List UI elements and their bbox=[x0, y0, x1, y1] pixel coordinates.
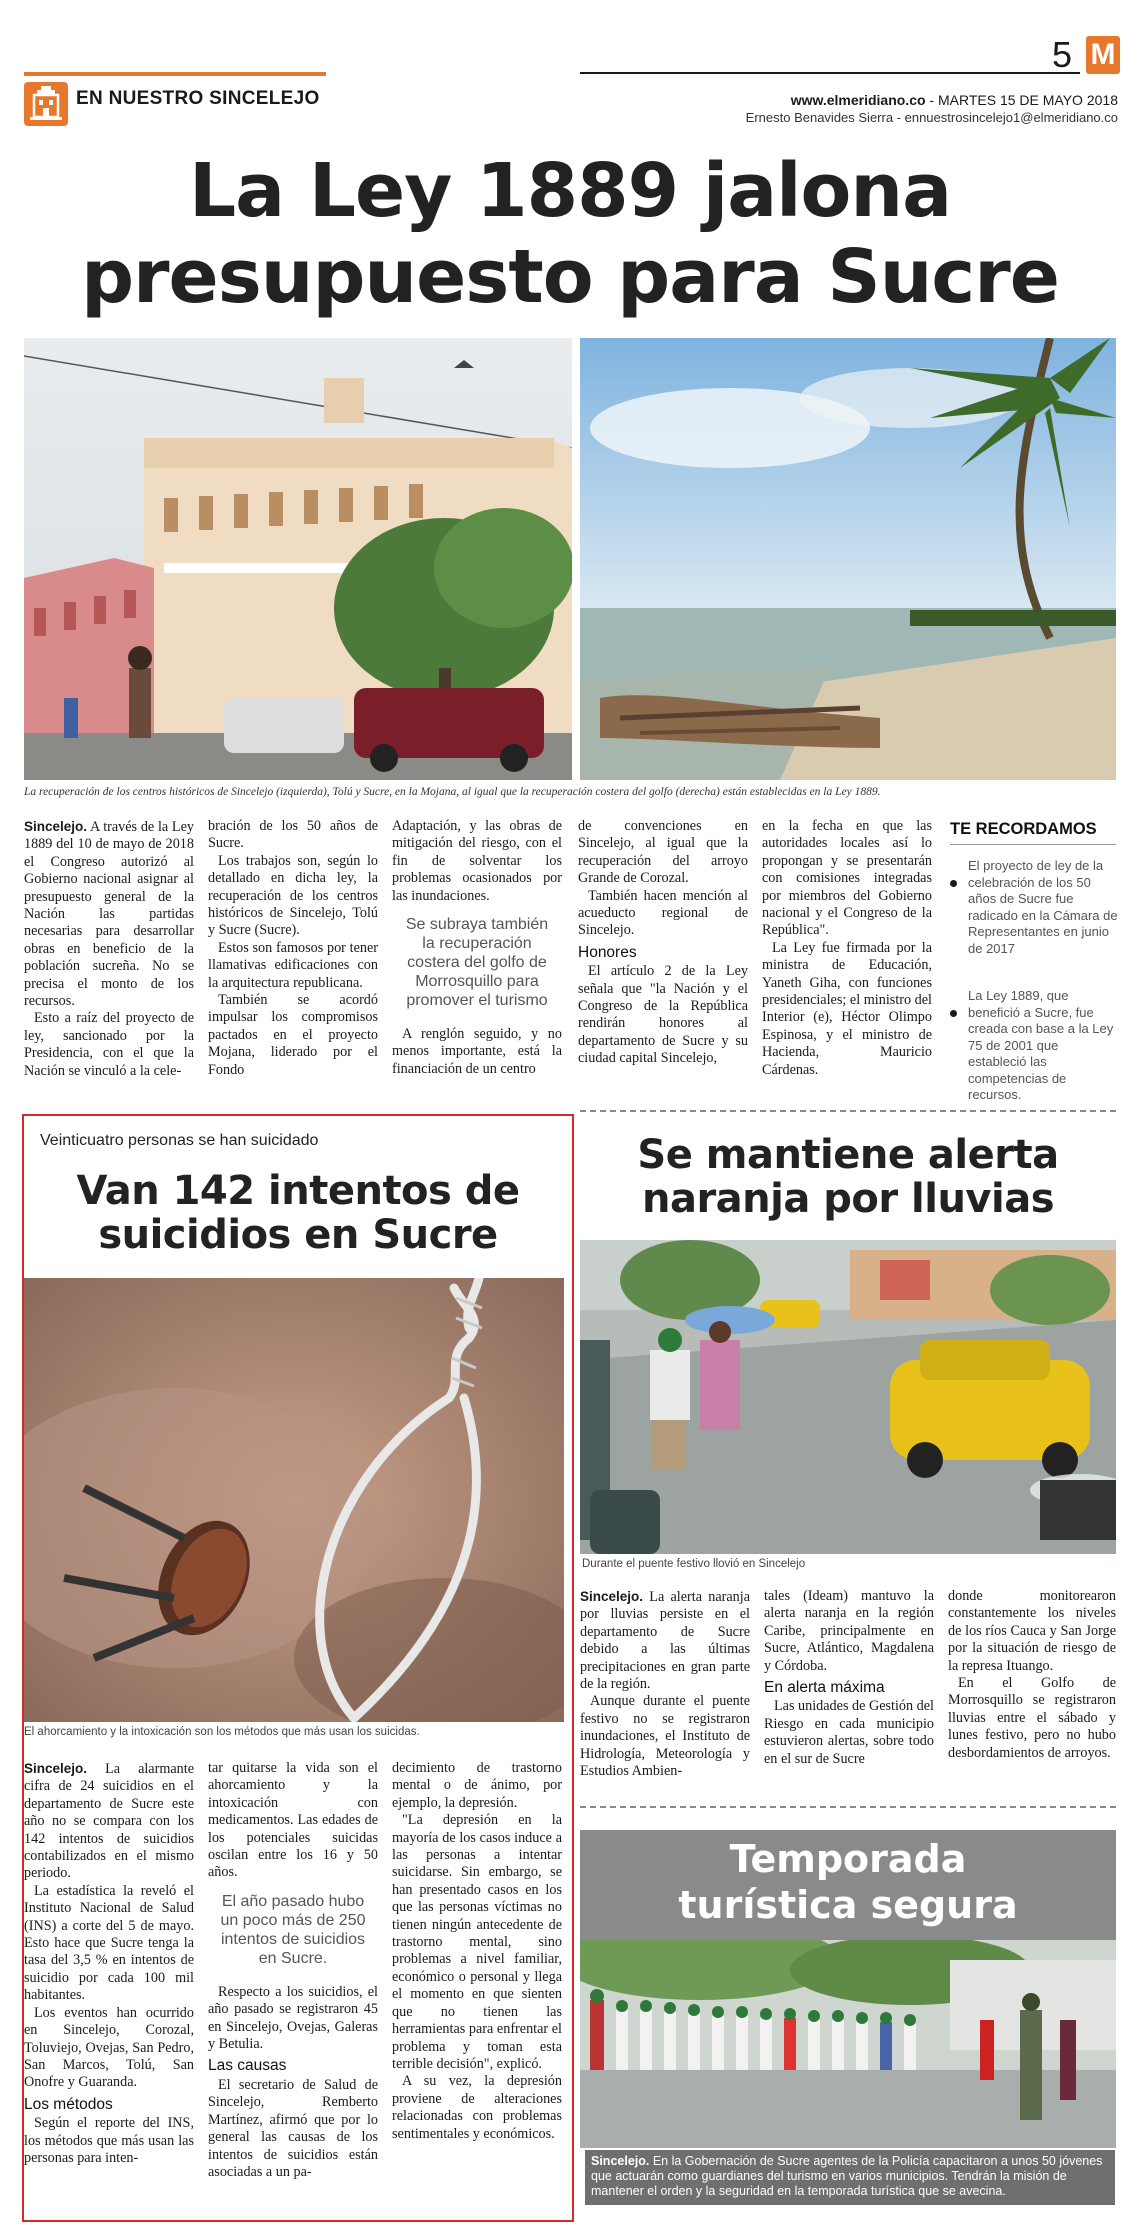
paragraph: Adaptación, y las obras de mitigación del riesgo, con el fin de solventar los problemas ocasionados por las inundaciones. bbox=[392, 818, 562, 904]
section-label: EN NUESTRO SINCELEJO bbox=[76, 88, 320, 109]
main-headline bbox=[0, 148, 1140, 320]
paragraph: de convenciones en Sincelejo, al igual que la recuperación del arroyo Grande de Corozal. bbox=[578, 818, 748, 887]
historic-buildings-photo bbox=[24, 338, 572, 780]
paragraph: La alarmante cifra de 24 suicidios en el departamento de Sucre este año no se compara con los 142 intentos de suicidios contabilizados en el mismo periodo. bbox=[24, 1761, 194, 1882]
dateline-city: Sincelejo. bbox=[24, 819, 88, 834]
paragraph: tales (Ideam) mantuvo la alerta naranja en la región Caribe, principalmente en Sucre, Atlántico, Magdalena y Córdoba. bbox=[764, 1588, 934, 1674]
rain-headline-line2: naranja por lluvias bbox=[641, 1176, 1055, 1222]
tourism-headline-line1: Temporada bbox=[729, 1837, 967, 1881]
city-building-icon bbox=[24, 82, 68, 126]
subheading: Los métodos bbox=[24, 2095, 113, 2113]
rain-article-col1 bbox=[580, 1588, 750, 1780]
paragraph: decimiento de trastorno mental o de ánimo, por ejemplo, la depresión. bbox=[392, 1760, 562, 1811]
paragraph: donde monitorearon constantemente los niveles de los ríos Cauca y San Jorge por la situación de riesgo de la represa Ituango. bbox=[948, 1588, 1116, 1674]
paragraph: "La depresión en la mayoría de los casos induce a las personas a intentar suicidarse. Sin embargo, se han presentado casos en los que las personas víctimas no tienen ningún antecedente de trastorno mental, sino problemas a nivel familiar, económico o personal y llega el momento en que sienten que no tienen las herramientas para enfrentar el problema y toman esta terrible decisión", explicó. bbox=[392, 1812, 562, 2072]
dateline-city: Sincelejo. bbox=[580, 1589, 644, 1604]
paragraph: La alerta naranja por lluvias persiste en el departamento de Sucre debido a las últimas precipitaciones en gran parte de la región. bbox=[580, 1589, 750, 1693]
paragraph: A renglón seguido, y no menos importante, está la financiación de un centro bbox=[392, 1026, 562, 1077]
caption-text: En la Gobernación de Sucre agentes de la Policía capacitaron a unos 50 jóvenes que actuarán como guardianes del turismo en varios municipios. Tendrán la misión de mantener el orden y la seguridad en la temporada turística que se avecina. bbox=[591, 2154, 1103, 2198]
bullet-icon bbox=[950, 880, 957, 887]
rain-article-col2 bbox=[764, 1588, 934, 1768]
tourism-headline-line2: turística segura bbox=[678, 1883, 1018, 1927]
main-headline-line2: presupuesto para Sucre bbox=[81, 234, 1059, 320]
paragraph: Los eventos han ocurrido en Sincelejo, Corozal, Toluviejo, Ovejas, San Pedro, San Marcos, Tolú, San Onofre y Guaranda. bbox=[24, 2004, 194, 2091]
main-article-col1 bbox=[24, 818, 194, 1080]
dateline-city: Sincelejo. bbox=[24, 1761, 88, 1776]
suicide-headline-line2: suicidios en Sucre bbox=[98, 1212, 498, 1258]
main-article-col4 bbox=[578, 818, 748, 1068]
sidebar-item: El proyecto de ley de la celebración de los 50 años de Sucre fue radicado en la Cámara de Representantes en junio de 2017 bbox=[968, 858, 1118, 956]
rain-photo-caption: Durante el puente festivo llovió en Sincelejo bbox=[582, 1558, 806, 1570]
newspaper-logo: M bbox=[1086, 36, 1120, 74]
divider bbox=[580, 1806, 1116, 1808]
author-line: Ernesto Benavides Sierra - ennuestrosincelejo1@elmeridiano.co bbox=[745, 110, 1118, 125]
paragraph: En el Golfo de Morrosquillo se registraron lluvias entre el sábado y lunes festivo, pero no hubo desbordamientos de arroyos. bbox=[948, 1675, 1116, 1761]
paragraph: También hacen mención al acueducto regional de Sincelejo. bbox=[578, 887, 748, 939]
dateline bbox=[791, 92, 1118, 108]
paragraph: Las unidades de Gestión del Riesgo en cada municipio estuvieron alertas, sobre todo en el sur de Sucre bbox=[764, 1698, 934, 1767]
section-rule bbox=[24, 72, 326, 76]
header-rule bbox=[580, 72, 1080, 74]
paragraph: A su vez, la depresión proviene de alteraciones relacionadas con problemas sentimentales y económicos. bbox=[392, 2073, 562, 2142]
noose-photo-caption: El ahorcamiento y la intoxicación son los métodos que más usan los suicidas. bbox=[24, 1726, 420, 1738]
main-article-col5 bbox=[762, 818, 932, 1079]
main-photo-caption: La recuperación de los centros históricos de Sincelejo (izquierda), Tolú y Sucre, en la Mojana, al igual que la recuperación costera del golfo (derecha) están establecidas en la Ley 1889. bbox=[24, 786, 881, 798]
paragraph: Esto a raíz del proyecto de ley, sancionado por la Presidencia, con el que la Nación se vinculó a la cele- bbox=[24, 1010, 194, 1079]
subheading: En alerta máxima bbox=[764, 1679, 885, 1697]
suicide-headline-line1: Van 142 intentos de bbox=[76, 1168, 520, 1214]
tourism-headline bbox=[580, 1836, 1116, 1928]
suicide-article-col2 bbox=[208, 1760, 378, 2181]
main-article-col3 bbox=[392, 818, 562, 1078]
subheading: Las causas bbox=[208, 2057, 287, 2075]
paragraph: Respecto a los suicidios, el año pasado se registraron 45 en Sincelejo, Ovejas, Galeras y Betulia. bbox=[208, 1983, 378, 2053]
sidebar-item: La Ley 1889, que benefició a Sucre, fue creada con base a la Ley 75 de 2001 que estableció las competencias de recursos. bbox=[968, 988, 1114, 1102]
tourism-photo-caption bbox=[585, 2150, 1115, 2205]
pull-quote: El año pasado hubo un poco más de 250 intentos de suicidios en Sucre. bbox=[220, 1892, 366, 1967]
paragraph: La estadística la reveló el Instituto Nacional de Salud (INS) a corte del 5 de mayo. Esto hace que Sucre tenga la tasa del 3,5 % en intentos de suicidio por cada 100 mil habitantes. bbox=[24, 1882, 194, 2004]
paragraph: Los trabajos son, según lo detallado en dicha ley, la recuperación de los centros históricos de Sincelejo, Tolú y Sucre (Sucre). bbox=[208, 852, 378, 939]
paragraph: Aunque durante el puente festivo no se registraron inundaciones, el Instituto de Hidrología, Meteorología y Estudios Ambien- bbox=[580, 1693, 750, 1780]
suicide-article-col1 bbox=[24, 1760, 194, 2167]
sidebar-title: TE RECORDAMOS bbox=[950, 820, 1097, 838]
issue-date: - MARTES 15 DE MAYO 2018 bbox=[925, 92, 1118, 108]
dateline-city: Sincelejo. bbox=[591, 2154, 650, 2168]
site-url[interactable]: www.elmeridiano.co bbox=[790, 92, 926, 108]
main-headline-line1: La Ley 1889 jalona bbox=[188, 148, 952, 234]
paragraph: A través de la Ley 1889 del 10 de mayo de 2018 el Congreso autorizó al Gobierno nacional asignar al presupuesto general de la Nación las partidas necesarias para desarrollar obras en beneficio de la población sucreña. No se precisa el monto de los recursos. bbox=[24, 819, 194, 1010]
suicide-article-col3 bbox=[392, 1760, 562, 2143]
noose-photo bbox=[24, 1278, 564, 1722]
paragraph: tar quitarse la vida son el ahorcamiento y la intoxicación con medicamentos. Las edades de los potenciales suicidas oscilan entre los 16 y 50 años. bbox=[208, 1760, 378, 1881]
paragraph: La Ley fue firmada por la ministra de Educación, Yaneth Giha, con funciones presidenciales; el ministro del Interior (e), Héctor Olimpo Espinosa, y el ministro de Hacienda, Mauricio Cárdenas. bbox=[762, 939, 932, 1078]
paragraph: El artículo 2 de la Ley señala que "la Nación y el Congreso de la República rendirán honores al departamento de Sucre y su ciudad capital Sincelejo, bbox=[578, 963, 748, 1067]
divider bbox=[580, 1110, 1116, 1112]
paragraph: Según el reporte del INS, los métodos que más usan las personas para inten- bbox=[24, 2115, 194, 2166]
kicker: Veinticuatro personas se han suicidado bbox=[40, 1132, 319, 1149]
rain-headline-line1: Se mantiene alerta bbox=[637, 1132, 1059, 1178]
page-number: 5 bbox=[1052, 34, 1073, 75]
paragraph: También se acordó impulsar los compromisos pactados en el proyecto Mojana, liderado por el Fondo bbox=[208, 992, 378, 1078]
main-article-col2 bbox=[208, 818, 378, 1079]
sidebar-rule bbox=[950, 844, 1116, 845]
paragraph: El secretario de Salud de Sincelejo, Remberto Martínez, afirmó que por lo general las causas de los intentos de suicidios están asociadas a un pa- bbox=[208, 2076, 378, 2180]
paragraph: Estos son famosos por tener llamativas edificaciones con la arquitectura republicana. bbox=[208, 939, 378, 991]
police-training-photo bbox=[580, 1940, 1116, 2148]
subheading: Honores bbox=[578, 943, 637, 961]
paragraph: bración de los 50 años de Sucre. bbox=[208, 818, 378, 852]
beach-photo bbox=[580, 338, 1116, 780]
bullet-icon bbox=[950, 1010, 957, 1017]
rain-street-photo bbox=[580, 1240, 1116, 1554]
pull-quote: Se subraya también la recuperación costera del golfo de Morrosquillo para promover el turismo bbox=[405, 916, 549, 1010]
rain-article-col3 bbox=[948, 1588, 1116, 1762]
paragraph: en la fecha en que las autoridades locales así lo propongan y se presentarán con comisiones integradas por miembros del Gobierno nacional y el Congreso de la República". bbox=[762, 818, 932, 939]
